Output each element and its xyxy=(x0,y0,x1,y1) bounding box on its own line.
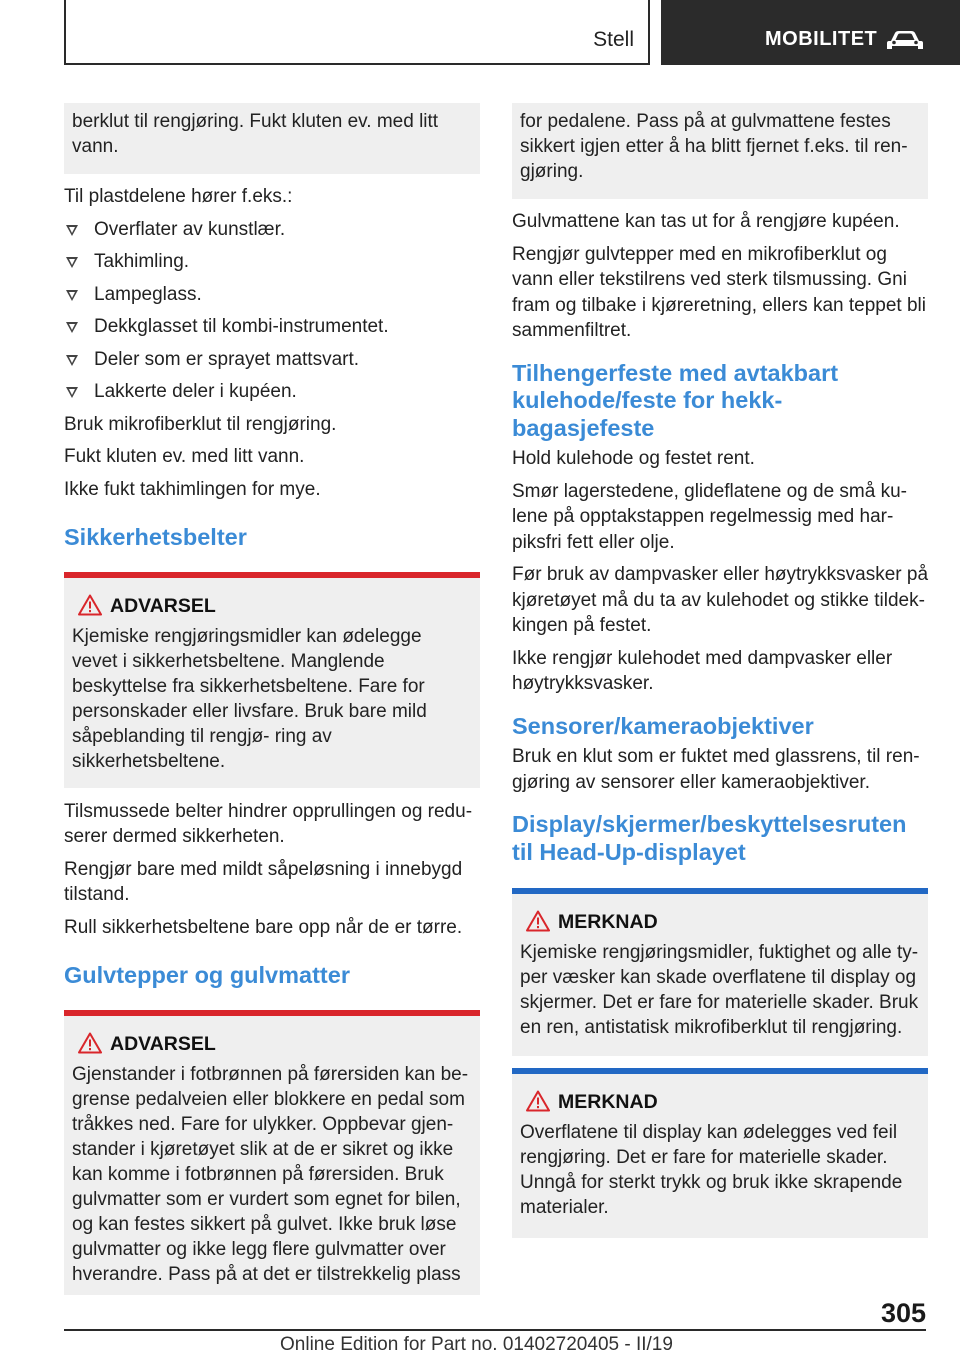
section-heading-floor-mats: Gulvtepper og gulvmatter xyxy=(64,962,350,988)
body-paragraph: Fukt kluten ev. med litt vann. xyxy=(64,446,305,467)
triangle-bullet-icon xyxy=(66,257,78,268)
body-paragraph: Smør lagerstedene, glideflatene og de små ku- lene på opptakstappen regelmessig med har- piksfri fett eller olje. xyxy=(512,480,907,553)
body-paragraph: Tilsmussede belter hindrer opprullingen og redu- serer dermed sikkerheten. xyxy=(64,800,473,847)
right-column xyxy=(512,103,928,1238)
warning-heading: ADVARSEL xyxy=(72,1032,472,1056)
plastic-parts-list xyxy=(64,217,480,405)
list-item: Overflater av kunstlær. xyxy=(64,217,480,243)
section-heading-seatbelts: Sikkerhetsbelter xyxy=(64,524,247,550)
footer-edition-text: Online Edition for Part no. 01402720405 - II/19 xyxy=(280,1334,673,1355)
continued-warning-box xyxy=(64,103,480,174)
header-section-frame xyxy=(64,0,650,65)
notice-heading: MERKNAD xyxy=(520,910,920,934)
triangle-bullet-icon xyxy=(66,290,78,301)
footer-divider xyxy=(64,1329,926,1331)
body-paragraph: Rull sikkerhetsbeltene bare opp når de er tørre. xyxy=(64,916,463,938)
list-item: Deler som er sprayet mattsvart. xyxy=(64,347,480,373)
warning-triangle-icon xyxy=(526,1090,550,1112)
body-paragraph: Før bruk av dampvasker eller høytrykksvasker på kjøretøyet må du ta av kulehodet og stikke tildek- kingen på festet. xyxy=(512,564,929,636)
body-paragraph: Rengjør bare med mildt såpeløsning i innebygd tilstand. xyxy=(64,858,463,905)
continued-warning-box xyxy=(512,103,928,199)
list-item: Lakkerte deler i kupéen. xyxy=(64,379,480,405)
plastic-parts-intro: Til plastdelene hører f.eks.: xyxy=(64,186,293,207)
list-item: Takhimling. xyxy=(64,249,480,275)
header-section-title: Stell xyxy=(593,28,634,51)
list-item: Dekkglasset til kombi-instrumentet. xyxy=(64,314,480,340)
continued-warning-text: for pedalene. Pass på at gulvmattene festes sikkert igjen etter å ha blitt fjernet f.eks. til ren- gjøring. xyxy=(520,111,908,182)
warning-heading: ADVARSEL xyxy=(72,594,472,618)
section-heading-sensors: Sensorer/kameraobjektiver xyxy=(512,712,814,739)
triangle-bullet-icon xyxy=(66,322,78,333)
warning-text: Gjenstander i fotbrønnen på førersiden kan be- grense pedalveien eller blokkere en pedal som tråkkes ned. Fare for ulykker. Oppbevar gjen- stander i kjøretøyet slik at de er sikret og ikke kan komme i fotbrønnen på førersiden. Bruk gulvmatter som er vurdert som egnet for bilen, og kan festes sikkert på gulvet. Ikke bruk løse gulvmatter og ikke legg flere gulvmatter over hverandre. Pass på at det er tilstrekkelig plass xyxy=(72,1063,469,1285)
notice-text: Overflatene til display kan ødelegges ved feil rengjøring. Det er fare for materielle skader. Unngå for sterkt trykk og bruk ikke skrapende materialer. xyxy=(520,1122,903,1218)
notice-heading: MERKNAD xyxy=(520,1090,920,1114)
body-paragraph: Ikke rengjør kulehodet med dampvasker eller høytrykksvasker. xyxy=(512,647,893,694)
body-paragraph: Gulvmattene kan tas ut for å rengjøre kupéen. xyxy=(512,211,900,232)
header-chapter-title: MOBILITET xyxy=(765,28,878,50)
left-column xyxy=(64,103,480,1295)
section-heading-displays: Display/skjermer/beskyttelsesruten til Head-Up-displayet xyxy=(512,811,907,865)
notice-text: Kjemiske rengjøringsmidler, fuktighet og alle ty- per væsker kan skade overflatene til display og skjermer. Det er fare for materielle skader. Bruk en ren, antistatisk mikrofiberklut til rengjøring. xyxy=(520,942,919,1038)
list-item: Lampeglass. xyxy=(64,282,480,308)
warning-triangle-icon xyxy=(526,910,550,932)
header-chapter-tab xyxy=(661,0,960,65)
warning-text: Kjemiske rengjøringsmidler kan ødelegge vevet i sikkerhetsbeltene. Manglende beskyttelse fra sikkerhetsbeltene. Fare for personskader eller livsfare. Bruk bare mild såpeblanding til rengjø- ring av sikkerhetsbeltene. xyxy=(72,625,427,772)
body-paragraph: Bruk en klut som er fuktet med glassrens, til ren- gjøring av sensorer eller kameraobjektiver. xyxy=(512,746,920,793)
page-number: 305 xyxy=(880,1298,926,1328)
warning-box xyxy=(64,1010,480,1295)
triangle-bullet-icon xyxy=(66,225,78,236)
notice-box xyxy=(512,1068,928,1238)
body-paragraph: Rengjør gulvtepper med en mikrofiberklut og vann eller tekstilrens ved sterk tilsmussing. Gni fram og tilbake i kjøreretning, ellers kan teppet bli sammenfiltret. xyxy=(512,243,926,341)
body-paragraph: Ikke fukt takhimlingen for mye. xyxy=(64,478,321,500)
body-paragraph: Bruk mikrofiberklut til rengjøring. xyxy=(64,413,337,435)
notice-box xyxy=(512,888,928,1056)
continued-warning-text: berklut til rengjøring. Fukt kluten ev. med litt vann. xyxy=(72,111,439,157)
car-icon xyxy=(886,29,924,53)
warning-triangle-icon xyxy=(78,594,102,616)
triangle-bullet-icon xyxy=(66,387,78,398)
warning-box xyxy=(64,572,480,788)
triangle-bullet-icon xyxy=(66,355,78,366)
section-heading-tow-hitch: Tilhengerfeste med avtakbart kulehode/feste for hekk- bagasjefeste xyxy=(512,359,839,441)
warning-triangle-icon xyxy=(78,1032,102,1054)
body-paragraph: Hold kulehode og festet rent. xyxy=(512,448,755,469)
